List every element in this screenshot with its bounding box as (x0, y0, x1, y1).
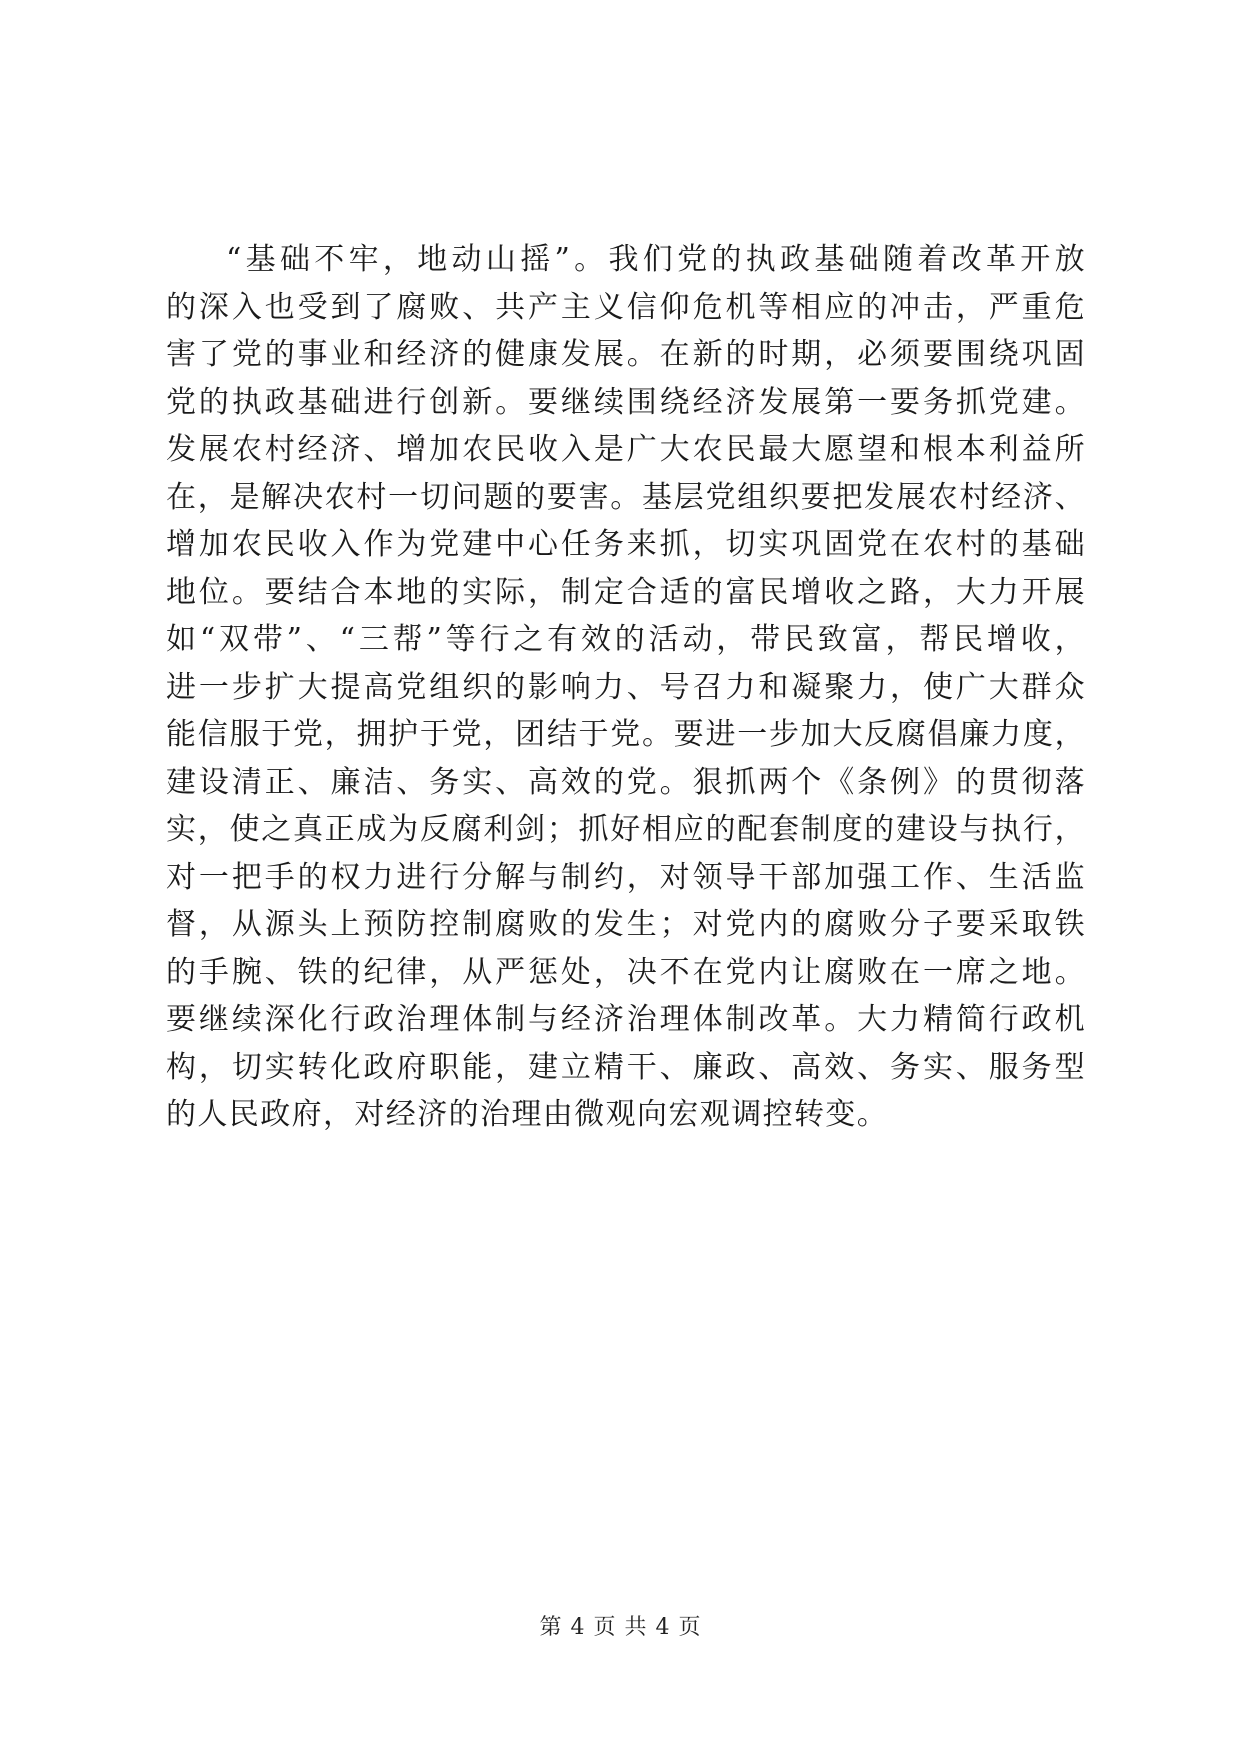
paragraph-line: 对一把手的权力进行分解与制约，对领导干部加强工作、生活监 (166, 859, 1086, 895)
paragraph-line: 害了党的事业和经济的健康发展。在新的时期，必须要围绕巩固 (166, 337, 1086, 372)
paragraph-line: 地位。要结合本地的实际，制定合适的富民增收之路，大力开展 (166, 574, 1086, 610)
paragraph-line: 能信服于党，拥护于党，团结于党。要进一步加大反腐倡廉力度， (166, 717, 1086, 752)
paragraph-line: 如“双带”、“三帮”等行之有效的活动，带民致富，帮民增收， (166, 622, 1086, 657)
page-number-footer: 第 4 页 共 4 页 (539, 1615, 702, 1640)
paragraph-line: 的人民政府，对经济的治理由微观向宏观调控转变。 (166, 1097, 889, 1132)
paragraph-line: 的深入也受到了腐败、共产主义信仰危机等相应的冲击，严重危 (166, 289, 1086, 325)
paragraph-line: 党的执政基础进行创新。要继续围绕经济发展第一要务抓党建。 (166, 384, 1086, 420)
paragraph-line: 的手腕、铁的纪律，从严惩处，决不在党内让腐败在一席之地。 (166, 954, 1086, 990)
paragraph-line: 督，从源头上预防控制腐败的发生；对党内的腐败分子要采取铁 (166, 907, 1086, 942)
paragraph-line: 建设清正、廉洁、务实、高效的党。狠抓两个《条例》的贯彻落 (166, 764, 1086, 800)
paragraph-line: 进一步扩大提高党组织的影响力、号召力和凝聚力，使广大群众 (166, 669, 1086, 705)
paragraph-line: 实，使之真正成为反腐利剑；抓好相应的配套制度的建设与执行， (166, 812, 1086, 847)
paragraph-line: 增加农民收入作为党建中心任务来抓，切实巩固党在农村的基础 (166, 527, 1086, 562)
paragraph-line: 要继续深化行政治理体制与经济治理体制改革。大力精简行政机 (166, 1002, 1086, 1037)
paragraph-line: 构，切实转化政府职能，建立精干、廉政、高效、务实、服务型 (166, 1049, 1086, 1085)
paragraph-line: “基础不牢，地动山摇”。我们党的执政基础随着改革开放 (226, 242, 1086, 277)
paragraph-line: 发展农村经济、增加农民收入是广大农民最大愿望和根本利益所 (166, 432, 1086, 467)
body-paragraph (166, 236, 1086, 1139)
paragraph-line: 在，是解决农村一切问题的要害。基层党组织要把发展农村经济、 (166, 479, 1086, 515)
